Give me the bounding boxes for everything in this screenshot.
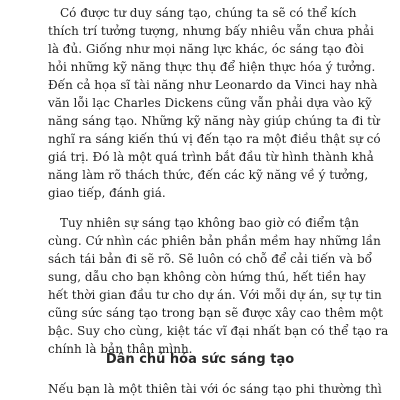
text-line: văn lỗi lạc Charles Dickens cũng vẫn phải dựa vào kỹ <box>48 96 372 110</box>
text-line: sách tái bản đi sẽ rõ. Sẽ luôn có chỗ để cải tiến và bổ <box>48 252 372 266</box>
text-line: sung, dẫu cho bạn không còn hứng thú, hết tiền hay <box>48 270 366 284</box>
text-line: hết thời gian đầu tư cho dự án. Với mỗi dự án, sự tự tin <box>48 288 382 302</box>
text-line: là đủ. Giống như mọi năng lực khác, óc sáng tạo đòi <box>48 42 364 56</box>
text-line: hỏi những kỹ năng thực thụ để hiện thực hóa ý tưởng. <box>48 60 376 74</box>
text-line: giá trị. Đó là một quá trình bắt đầu từ hình thành khả <box>48 150 374 164</box>
text-line: năng làm rõ thách thức, đến các kỹ năng về ý tưởng, <box>48 168 369 182</box>
text-line: cùng. Cứ nhìn các phiên bản phần mềm hay những lần <box>48 234 381 248</box>
text-line: nghĩ ra sáng kiến thú vị đến tạo ra một điều thật sự có <box>48 132 381 146</box>
paragraph-3 <box>48 380 382 398</box>
text-line: Tuy nhiên sự sáng tạo không bao giờ có điểm tận <box>60 216 359 230</box>
text-line: năng sáng tạo. Những kỹ năng này giúp chúng ta đi từ <box>48 114 380 128</box>
section-heading: Dân chủ hóa sức sáng tạo <box>105 352 295 367</box>
text-line: bậc. Suy cho cùng, kiệt tác vĩ đại nhất bạn có thể tạo ra <box>48 324 389 338</box>
text-line: Nếu bạn là một thiên tài với óc sáng tạo phi thường thì <box>48 382 382 396</box>
paragraph-2 <box>48 214 389 358</box>
text-line: Đến cả họa sĩ tài năng như Leonardo da Vinci hay nhà <box>48 78 378 92</box>
text-line: chính là bản thân mình. <box>48 342 193 356</box>
text-line: cũng sức sáng tạo trong bạn sẽ được xây cao thêm một <box>48 306 383 320</box>
paragraph-1 <box>48 4 381 202</box>
text-line: giao tiếp, đánh giá. <box>48 186 166 200</box>
text-line: Có được tư duy sáng tạo, chúng ta sẽ có thể kích <box>60 6 357 20</box>
text-line: thích trí tưởng tượng, nhưng bấy nhiêu vẫn chưa phải <box>48 24 374 38</box>
